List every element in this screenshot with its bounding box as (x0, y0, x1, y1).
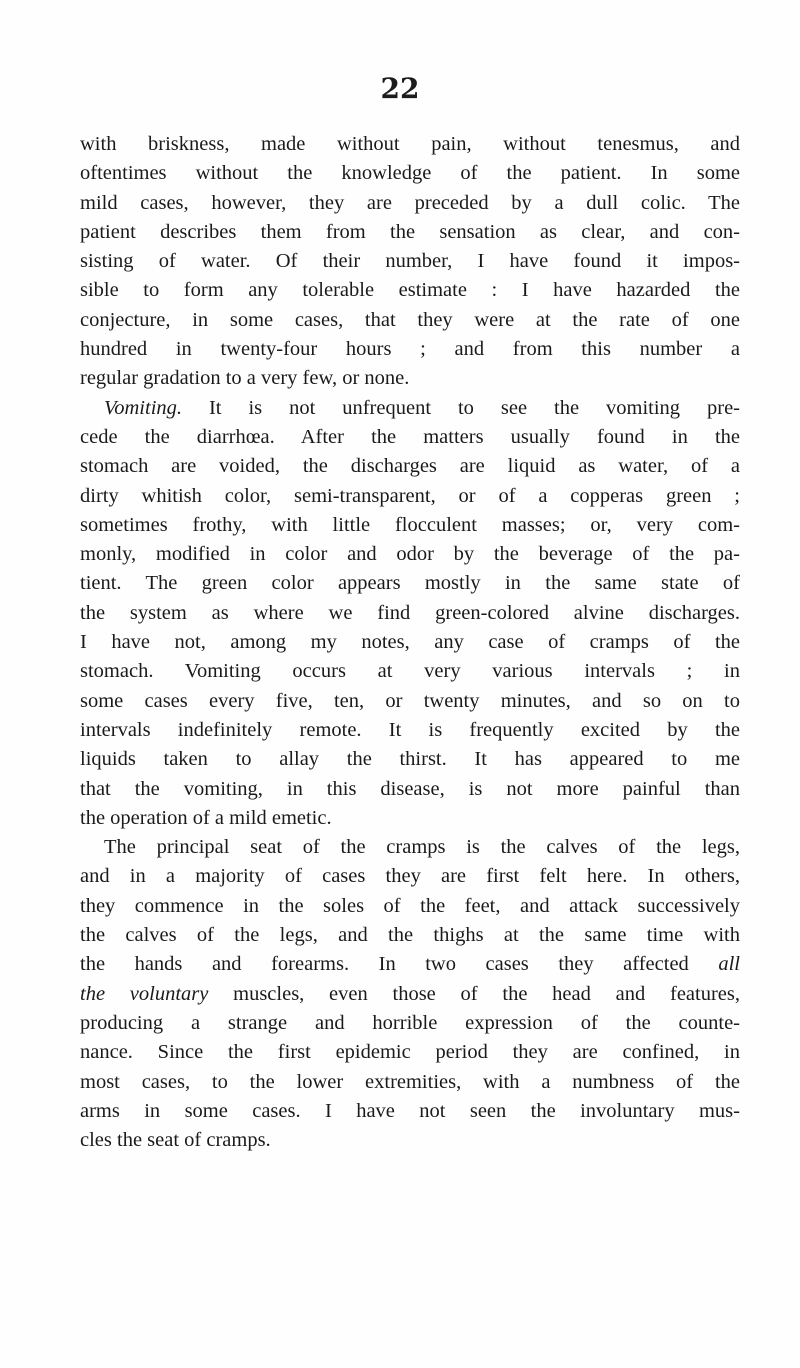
line-text: intervals indefinitely remote. It is frequently excited by the (80, 718, 740, 741)
text-line (80, 364, 740, 393)
text-line (80, 130, 740, 159)
line-text: It is not unfrequent to see the vomiting pre- (182, 396, 740, 419)
text-line (80, 892, 740, 921)
line-text: they commence in the soles of the feet, and attack successively (80, 894, 740, 917)
paragraph (80, 130, 740, 394)
text-line (80, 775, 740, 804)
italic-text: all (718, 953, 740, 976)
text-line (80, 1009, 740, 1038)
line-text: monly, modified in color and odor by the beverage of the pa- (80, 543, 740, 566)
line-text: sible to form any tolerable estimate : I have hazarded the (80, 279, 740, 302)
text-line (80, 159, 740, 188)
line-text: stomach are voided, the discharges are liquid as water, of a (80, 455, 740, 478)
line-text: the hands and forearms. In two cases they affected (80, 953, 719, 976)
line-text: dirty whitish color, semi-transparent, or of a copperas green ; (80, 484, 740, 507)
paragraph (80, 394, 740, 833)
text-line (80, 980, 740, 1009)
text-line (80, 921, 740, 950)
line-text: stomach. Vomiting occurs at very various intervals ; in (80, 660, 740, 683)
text-line (80, 1097, 740, 1126)
text-line (80, 745, 740, 774)
text-line (80, 540, 740, 569)
line-text: and in a majority of cases they are first felt here. In others, (80, 865, 740, 888)
text-line (80, 687, 740, 716)
text-line (80, 394, 740, 423)
text-line (80, 657, 740, 686)
line-text: liquids taken to allay the thirst. It has appeared to me (80, 748, 740, 771)
text-line (80, 1038, 740, 1067)
line-text: the system as where we find green-colored alvine discharges. (80, 601, 740, 624)
line-text: the calves of the legs, and the thighs at the same time with (80, 924, 740, 947)
text-line (80, 423, 740, 452)
text-line (80, 1068, 740, 1097)
line-text: sometimes frothy, with little flocculent masses; or, very com- (80, 513, 740, 536)
line-text: patient describes them from the sensation as clear, and con- (80, 220, 740, 243)
line-text: most cases, to the lower extremities, with a numbness of the (80, 1070, 740, 1093)
text-line (80, 247, 740, 276)
text-line (80, 482, 740, 511)
text-line (80, 306, 740, 335)
line-text: mild cases, however, they are preceded by a dull colic. The (80, 191, 740, 214)
text-line (80, 218, 740, 247)
line-text: cles the seat of cramps. (80, 1129, 271, 1152)
paragraph (80, 833, 740, 1155)
line-text: muscles, even those of the head and features, (208, 982, 740, 1005)
line-text: The principal seat of the cramps is the calves of the legs, (104, 836, 740, 859)
line-text: tient. The green color appears mostly in the same state of (80, 572, 740, 595)
line-text: nance. Since the first epidemic period they are confined, in (80, 1041, 740, 1064)
text-line (80, 189, 740, 218)
text-line (80, 804, 740, 833)
line-text: regular gradation to a very few, or none. (80, 367, 410, 390)
text-line (80, 452, 740, 481)
page-number: 22 (380, 72, 420, 105)
line-text: sisting of water. Of their number, I have found it impos- (80, 250, 740, 273)
line-text: producing a strange and horrible expression of the counte- (80, 1011, 740, 1034)
text-line (80, 628, 740, 657)
line-text: conjecture, in some cases, that they were at the rate of one (80, 308, 740, 331)
text-line (80, 511, 740, 540)
text-line (80, 1126, 740, 1155)
text-line (80, 950, 740, 979)
line-text: that the vomiting, in this disease, is not more painful than (80, 777, 740, 800)
line-text: hundred in twenty-four hours ; and from this number a (80, 338, 740, 361)
body-text (80, 130, 740, 1155)
line-text: I have not, among my notes, any case of cramps of the (80, 631, 740, 654)
italic-text: the voluntary (80, 982, 209, 1005)
text-line (80, 833, 740, 862)
line-text: the operation of a mild emetic. (80, 806, 332, 829)
line-text: arms in some cases. I have not seen the involuntary mus- (80, 1099, 740, 1122)
text-line (80, 862, 740, 891)
text-line (80, 716, 740, 745)
italic-text: Vomiting. (104, 396, 183, 419)
text-line (80, 599, 740, 628)
line-text: oftentimes without the knowledge of the patient. In some (80, 162, 740, 185)
line-text: some cases every five, ten, or twenty minutes, and so on to (80, 689, 740, 712)
line-text: with briskness, made without pain, without tenesmus, and (80, 133, 740, 155)
text-line (80, 569, 740, 598)
text-line (80, 276, 740, 305)
line-text: cede the diarrhœa. After the matters usually found in the (80, 425, 740, 448)
text-line (80, 335, 740, 364)
